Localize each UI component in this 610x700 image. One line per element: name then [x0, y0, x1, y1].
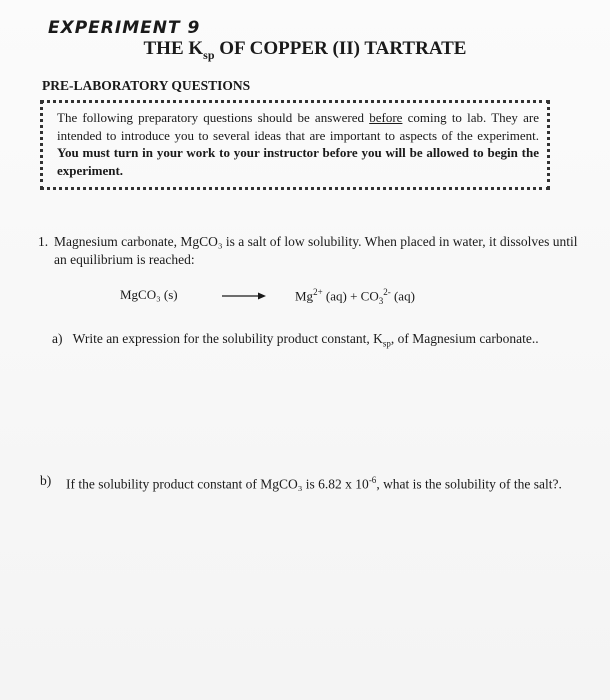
- instructions-part2: coming to lab. They are intended to introduce you to several ideas that are important to aspects of the experiment.: [57, 110, 540, 143]
- title-subscript: sp: [203, 47, 215, 62]
- question-1: [38, 233, 578, 269]
- reaction-arrow-icon: [222, 291, 266, 301]
- instructions-underlined: before: [369, 110, 403, 125]
- question-1a-text-after: , of Magnesium carbonate..: [390, 331, 539, 346]
- question-1-text: Magnesium carbonate, MgCO₃ is a salt of low solubility. When placed in water, it dissolves until an equilibrium is reached:: [54, 234, 578, 267]
- product-ion2-charge: 2-: [383, 287, 391, 297]
- instructions-box: [40, 100, 550, 190]
- question-1b: [40, 471, 592, 494]
- question-1b-label: b): [40, 473, 52, 488]
- question-1a-subscript: sp: [382, 338, 391, 349]
- section-heading: PRE-LABORATORY QUESTIONS: [42, 78, 251, 93]
- instructions-part1: The following preparatory questions should be answered: [57, 110, 370, 125]
- title-suffix: OF COPPER (II) TARTRATE: [214, 38, 467, 59]
- question-1a: [52, 331, 539, 349]
- equation-products: [295, 287, 415, 306]
- product-ion1-charge: 2+: [313, 287, 323, 297]
- question-1a-text: Write an expression for the solubility product constant, K: [72, 331, 383, 346]
- instructions-bold: You must turn in your work to your instructor before you will be allowed to begin the experiment.: [57, 145, 539, 178]
- experiment-label: EXPERIMENT 9: [48, 18, 201, 38]
- question-1b-exponent: -6: [368, 475, 377, 485]
- question-1-number: 1.: [38, 234, 49, 249]
- product-ion1-state: (aq) + CO: [322, 288, 379, 304]
- product-ion1: Mg: [295, 288, 314, 304]
- question-1b-text-after: , what is the solubility of the salt?.: [376, 476, 562, 492]
- question-1a-label: a): [52, 331, 63, 346]
- question-1b-text: [66, 471, 592, 494]
- title-prefix: THE K: [143, 38, 204, 59]
- page-title: [0, 38, 610, 63]
- product-ion2-sub: 3: [378, 295, 384, 306]
- equation-reactant: MgCO₃ (s): [120, 287, 178, 302]
- question-1b-text-before: If the solubility product constant of MgCO₃ is 6.82 x 10: [66, 476, 369, 492]
- product-ion2-state: (aq): [390, 288, 415, 304]
